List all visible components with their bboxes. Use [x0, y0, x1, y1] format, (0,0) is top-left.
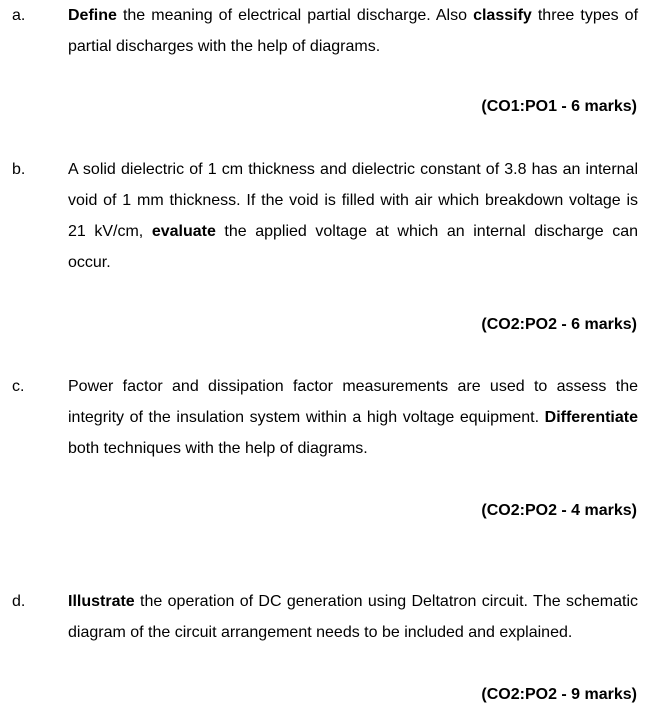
text-segment: the applied voltage at which an internal discharge can occur. — [68, 223, 639, 271]
text-segment: the meaning of electrical partial discharge. Also — [116, 7, 474, 24]
marks-label: (CO1:PO1 - 6 marks) — [481, 98, 637, 115]
text-segment: A solid dielectric of 1 cm thickness and dielectric constant of 3.8 has an internal void of 1 mm thickness. If the void is filled with air which breakdown voltage is 21 kV/cm, — [68, 161, 638, 240]
question-letter: c. — [12, 378, 25, 395]
keyword-bold: classify — [473, 7, 532, 24]
marks-label: (CO2:PO2 - 9 marks) — [481, 686, 637, 703]
question-text — [68, 0, 638, 62]
question-letter: a. — [12, 7, 26, 24]
question-letter: d. — [12, 593, 26, 610]
question-text — [68, 586, 638, 648]
text-segment: Power factor and dissipation factor measurements are used to assess the integrity of the insulation system within a high voltage equipment. — [68, 378, 638, 426]
keyword-bold: evaluate — [151, 223, 216, 240]
question-text — [68, 371, 638, 464]
text-segment: both techniques with the help of diagrams. — [68, 440, 368, 457]
text-segment: the operation of DC generation using Deltatron circuit. The schematic diagram of the circuit arrangement needs to be included and explained. — [68, 593, 638, 641]
question-text — [68, 154, 638, 278]
question-letter: b. — [12, 161, 26, 178]
marks-label: (CO2:PO2 - 4 marks) — [481, 502, 637, 519]
text-segment: three types of partial discharges with the help of diagrams. — [68, 7, 639, 55]
marks-label: (CO2:PO2 - 6 marks) — [481, 316, 637, 333]
keyword-bold: Illustrate — [68, 593, 135, 610]
keyword-bold: Define — [68, 7, 117, 24]
keyword-bold: Differentiate — [544, 409, 638, 426]
